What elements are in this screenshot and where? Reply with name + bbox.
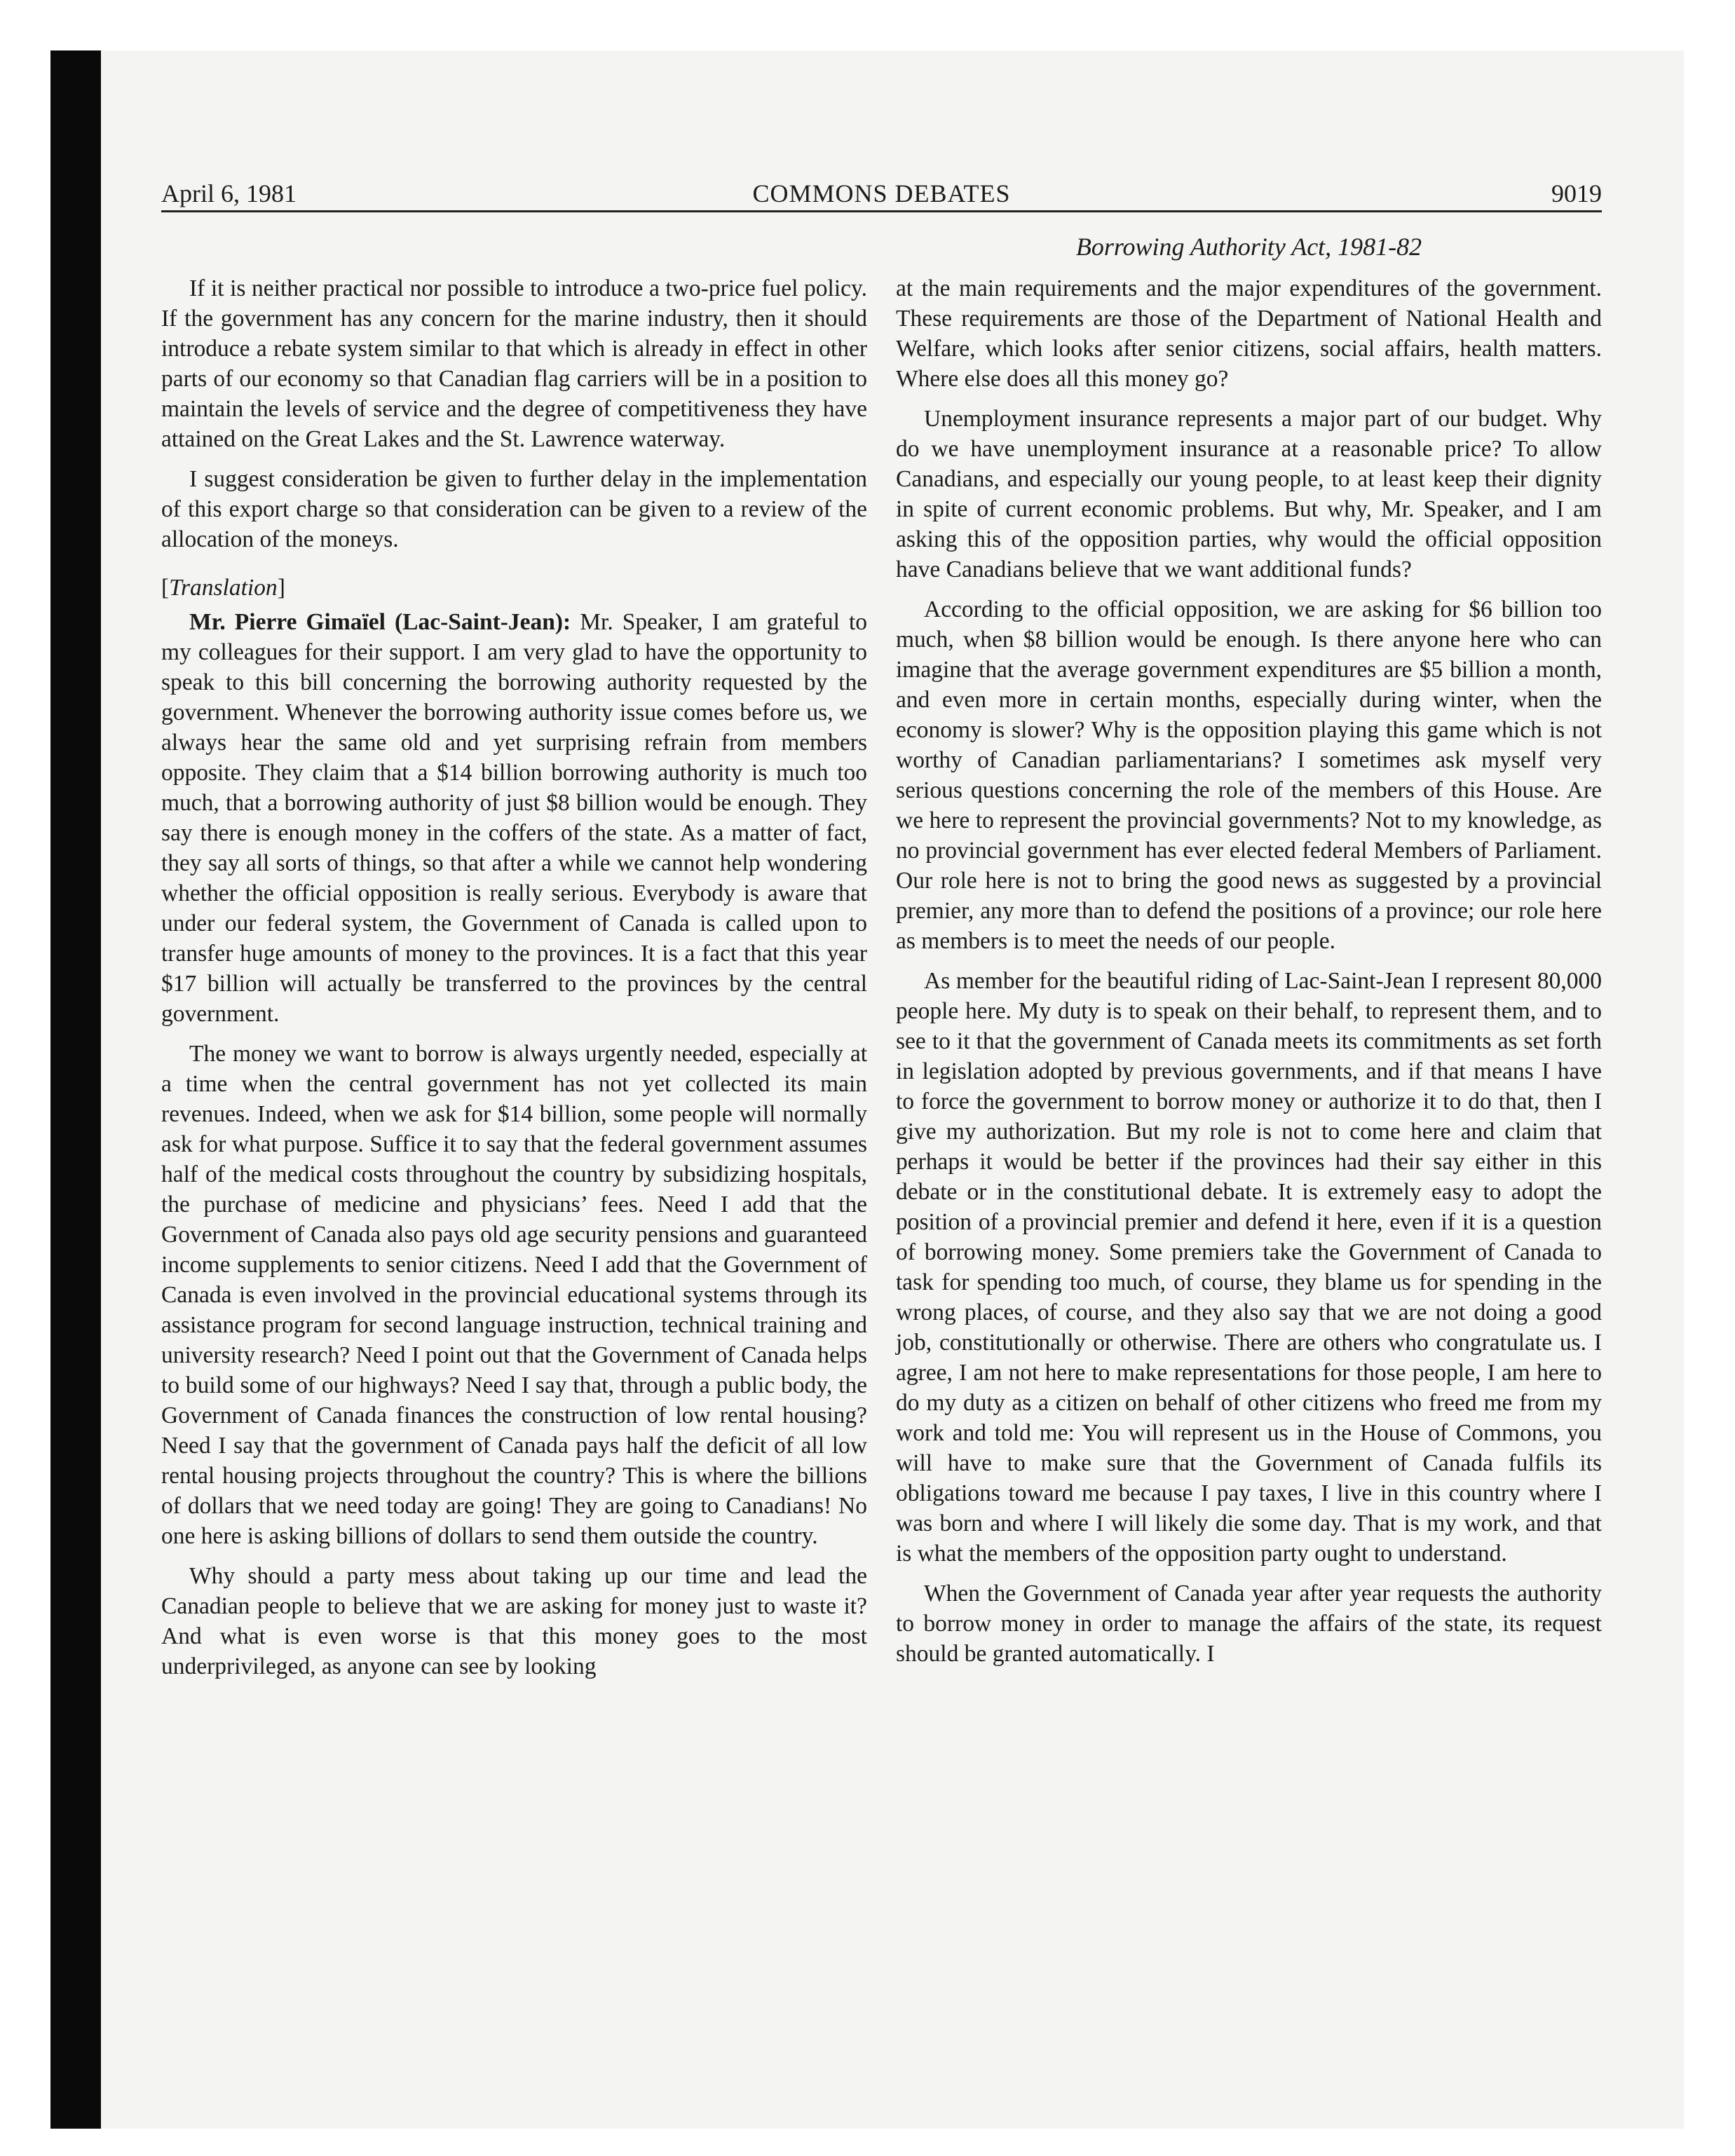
- paragraph: Why should a party mess about taking up our time and lead the Canadian people to believe that we are asking for money just to waste it? And what is even worse is that this money goes to the most underprivileged, as anyone can see by looking: [161, 1563, 867, 1679]
- speech-paragraph: [161, 607, 867, 1029]
- paragraph: Unemployment insurance represents a major part of our budget. Why do we have unemployment insurance at a reasonable price? To allow Canadians, and especially our young people, to at least keep their dignity in spite of current economic problems. But why, Mr. Speaker, and I am asking this of the opposition parties, why would the official opposition have Canadians believe that we want additional funds?: [896, 406, 1602, 582]
- binding-edge: [50, 50, 101, 2129]
- paragraph: I suggest consideration be given to further delay in the implementation of this export charge so that consideration can be given to a review of the allocation of the moneys.: [161, 466, 867, 552]
- speaker-name: Mr. Pierre Gimaïel (Lac-Saint-Jean):: [189, 609, 571, 635]
- page-number: 9019: [1551, 179, 1602, 207]
- translation-label-text: Translation: [169, 575, 278, 601]
- header-title: COMMONS DEBATES: [752, 179, 1011, 207]
- paragraph: According to the official opposition, we are asking for $6 billion too much, when $8 billion would be enough. Is there anyone here who can imagine that the average government expenditures are $5 billion a month, and even more in certain months, especially during winter, when the economy is slower? Why is the opposition playing this game which is not worthy of Canadian parliamentarians? I sometimes ask myself very serious questions concerning the role of the members of this House. Are we here to represent the provincial governments? Not to my knowledge, as no provincial government has ever elected federal Members of Parliament. Our role here is not to bring the good news as suggested by a provincial premier, any more than to defend the positions of a province; our role here as members is to meet the needs of our people.: [896, 596, 1602, 954]
- paragraph: The money we want to borrow is always urgently needed, especially at a time when the central government has not yet collected its main revenues. Indeed, when we ask for $14 billion, some people will normally ask for what purpose. Suffice it to say that the federal government assumes half of the medical costs throughout the country by subsidizing hospitals, the purchase of medicine and physicians’ fees. Need I add that the Government of Canada also pays old age security pensions and guaranteed income supplements to senior citizens. Need I add that the Government of Canada is even involved in the provincial educational systems through its assistance program for second language instruction, technical training and university research? Need I point out that the Government of Canada helps to build some of our highways? Need I say that, through a public body, the Government of Canada finances the construction of low rental housing? Need I say that the government of Canada pays half the deficit of all low rental housing projects throughout the country? This is where the billions of dollars that we need today are going! They are going to Canadians! No one here is asking billions of dollars to send them outside the country.: [161, 1041, 867, 1549]
- right-column: [896, 273, 1602, 1679]
- translation-label: [Translation]: [161, 575, 285, 601]
- left-column: [161, 273, 867, 1691]
- paragraph: at the main requirements and the major expenditures of the government. These requirements are those of the Department of National Health and Welfare, which looks after senior citizens, social affairs, health matters. Where else does all this money go?: [896, 275, 1602, 392]
- paragraph: If it is neither practical nor possible to introduce a two-price fuel policy. If the government has any concern for the marine industry, then it should introduce a rebate system similar to that which is already in effect in other parts of our economy so that Canadian flag carriers will be in a position to maintain the levels of service and the degree of competitiveness they have attained on the Great Lakes and the St. Lawrence waterway.: [161, 275, 867, 452]
- paragraph: As member for the beautiful riding of Lac-Saint-Jean I represent 80,000 people here. My duty is to speak on their behalf, to represent them, and to see to it that the government of Canada meets its commitments as set forth in legislation adopted by previous governments, and if that means I have to force the government to borrow money or authorize it to do that, then I give my authorization. But my role is not to come here and claim that perhaps it would be better if the provinces had their say either in this debate or in the constitutional debate. It is extremely easy to adopt the position of a provincial premier and defend it here, even if it is a question of borrowing money. Some premiers take the Government of Canada to task for spending too much, of course, they blame us for spending in the wrong places, of course, and they also say that we are not doing a good job, constitutionally or otherwise. There are others who congratulate us. I agree, I am not here to make representations for those people, I am here to do my duty as a citizen on behalf of other citizens who freed me from my work and told me: You will represent us in the House of Commons, you will have to make sure that the Government of Canada fulfils its obligations toward me because I pay taxes, I live in this country where I was born and where I will likely die some day. That is my work, and that is what the members of the opposition party ought to understand.: [896, 968, 1602, 1567]
- header-date: April 6, 1981: [161, 179, 297, 207]
- paragraph: When the Government of Canada year after year requests the authority to borrow money in order to manage the affairs of the state, its request should be granted automatically. I: [896, 1581, 1602, 1667]
- speech-text: Mr. Speaker, I am grateful to my colleagues for their support. I am very glad to have the opportunity to speak to this bill concerning the borrowing authority requested by the government. Whenever the borrowing authority issue comes before us, we always hear the same old and yet surprising refrain from members opposite. They claim that a $14 billion borrowing authority is much too much, that a borrowing authority of just $8 billion would be enough. They say there is enough money in the coffers of the state. As a matter of fact, they say all sorts of things, so that after a while we cannot help wondering whether the official opposition is really serious. Everybody is aware that under our federal system, the Government of Canada is called upon to transfer huge amounts of money to the provinces. It is a fact that this year $17 billion will actually be transferred to the provinces by the central government.: [161, 609, 867, 1027]
- running-head: Borrowing Authority Act, 1981-82: [1075, 233, 1422, 261]
- page-header: [161, 175, 1602, 212]
